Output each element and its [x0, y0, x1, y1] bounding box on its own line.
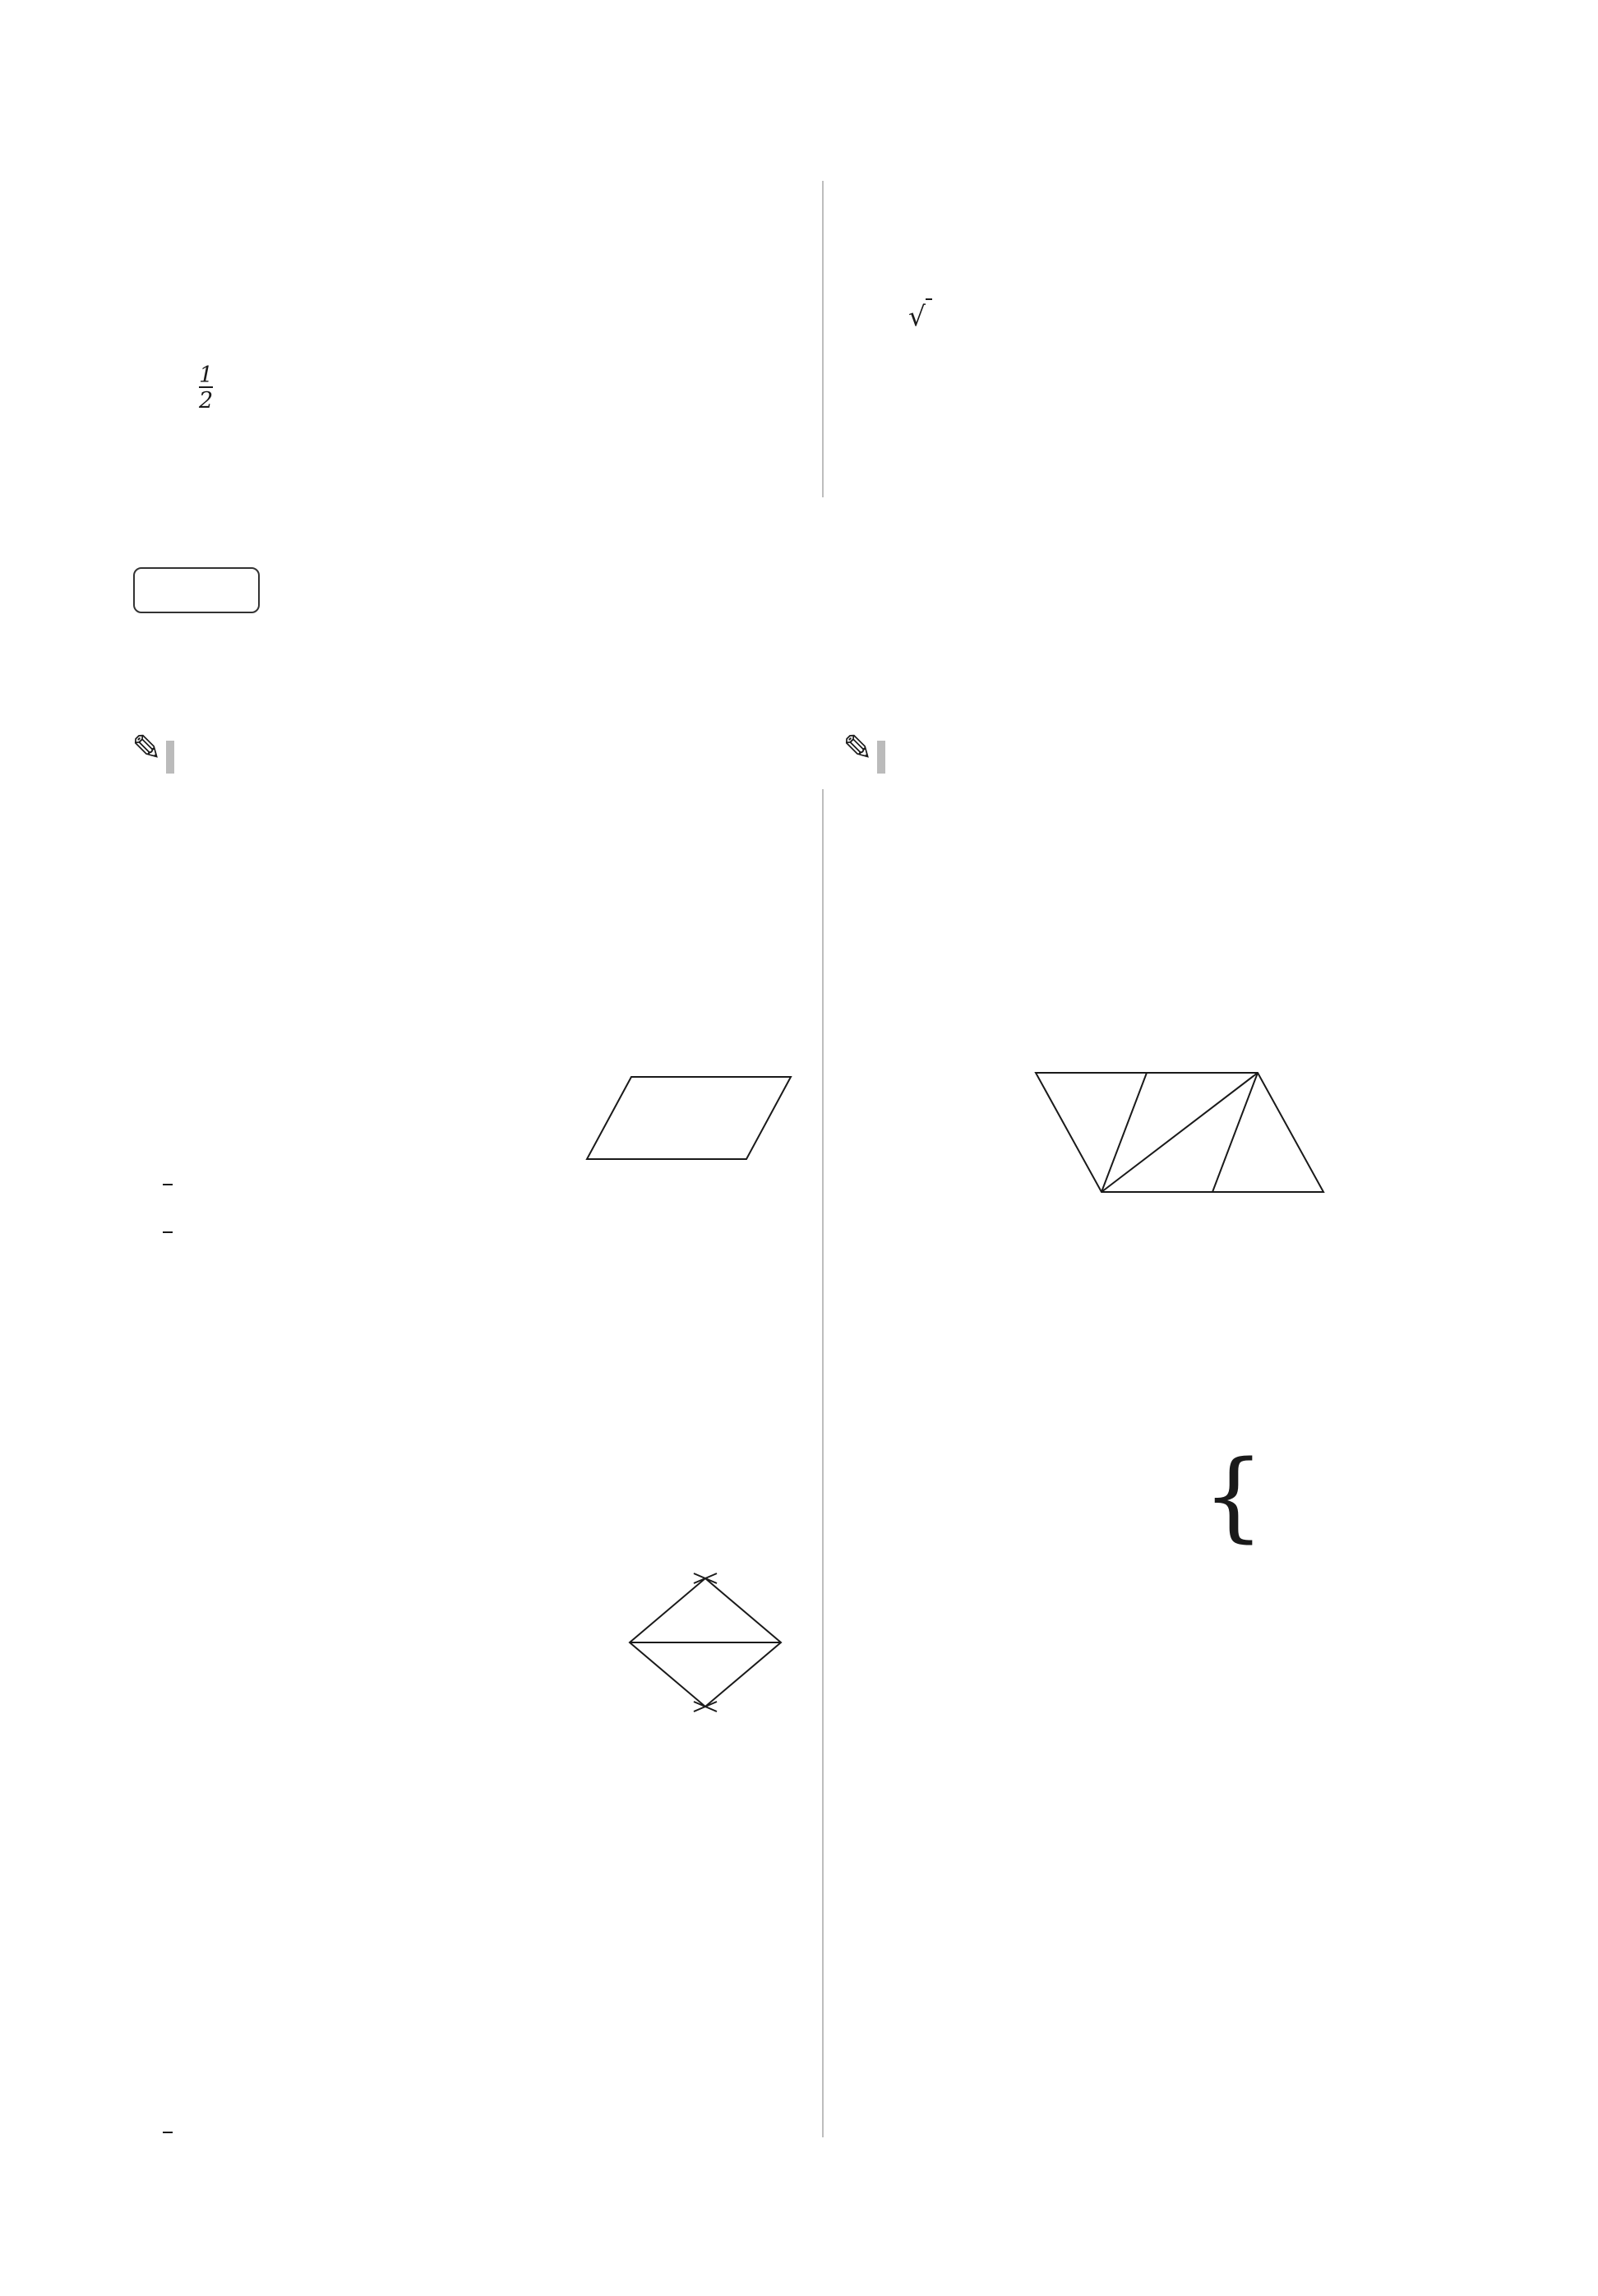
pen-icon: ✎: [843, 728, 873, 769]
q5-blank-answer: [163, 2132, 173, 2133]
page-header: [153, 89, 178, 114]
fraction-half: $\frac{1}{2}$: [199, 363, 214, 413]
q6-figure-parallelogram: [1019, 1048, 1365, 1221]
q2-blank-answer: [163, 1184, 173, 1185]
section-marker: [877, 741, 885, 774]
brace-icon: {: [1203, 1439, 1265, 1552]
left-section-header: [132, 728, 174, 774]
q2-stem-4: [163, 1208, 173, 1240]
lesson-badge: [133, 567, 260, 613]
top-left-line-4: [197, 364, 215, 412]
right-section-header: [843, 728, 885, 774]
q2-stem-3: [163, 1160, 173, 1193]
q6-solution-4: [847, 1381, 853, 1414]
q3-stem-1: [163, 1317, 182, 1350]
top-right-line-3: √: [908, 300, 932, 333]
sqrt-content: [926, 298, 932, 332]
pen-icon: ✎: [132, 728, 162, 769]
column-divider-main: [822, 789, 824, 2137]
column-divider-top: [822, 181, 824, 497]
q3-stem-2: [163, 1386, 166, 1419]
q2-blank-answer-cont: [163, 1231, 173, 1233]
q5-stem-3: [163, 2108, 173, 2141]
q6-stem-1: [875, 820, 897, 853]
section-marker: [166, 741, 174, 774]
q2-figure-parallelogram: [575, 1052, 814, 1184]
q3-figure-rhombus: [608, 1554, 806, 1735]
